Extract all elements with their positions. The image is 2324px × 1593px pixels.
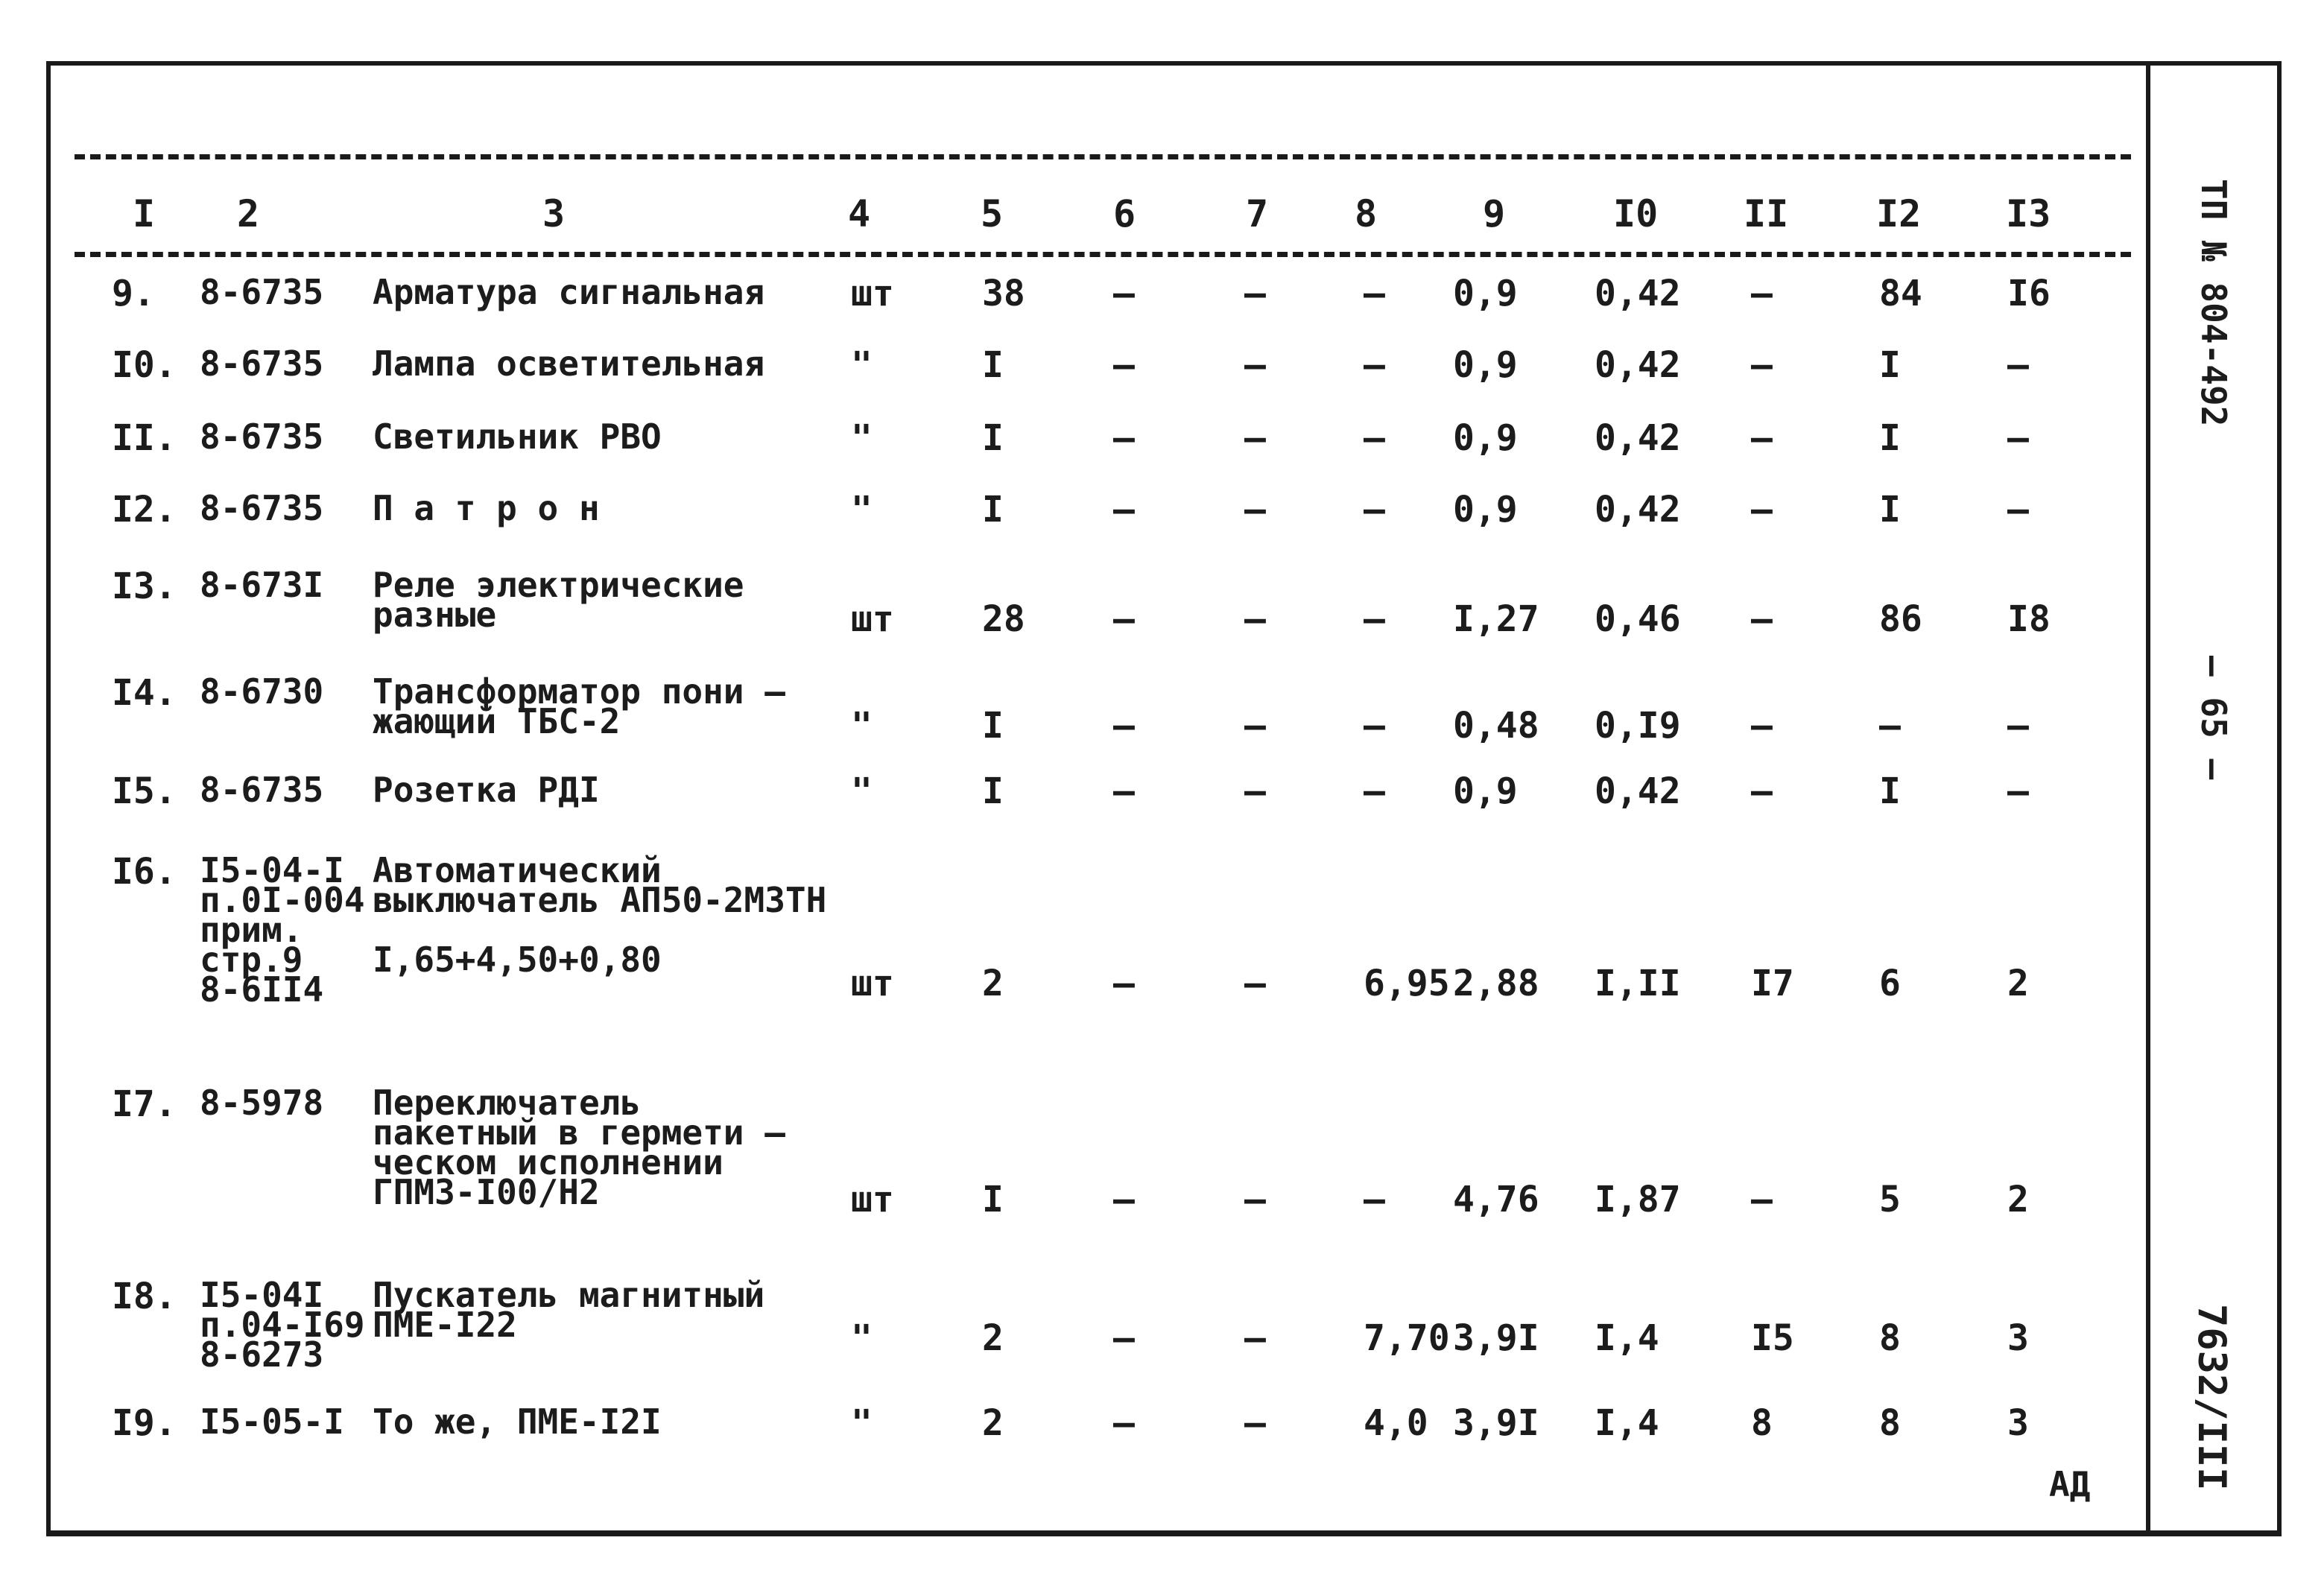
cell-c7: –: [1244, 1179, 1266, 1220]
cell-c9: 3,9I: [1453, 1317, 1539, 1359]
cell-c10: I,87: [1595, 1179, 1681, 1220]
cell-c12: 86: [1879, 598, 1922, 640]
cell-c9: 0,9: [1453, 417, 1518, 459]
cell-name: Лампа осветительная: [373, 343, 765, 384]
cell-c11: –: [1751, 770, 1773, 812]
col-header-13: I3: [2006, 192, 2051, 235]
cell-c5: I: [982, 489, 1004, 531]
cell-c13: 3: [2007, 1402, 2029, 1444]
cell-c11: –: [1751, 344, 1773, 386]
cell-c9: 0,9: [1453, 770, 1518, 812]
cell-c8: –: [1364, 273, 1385, 314]
cell-c7: –: [1244, 489, 1266, 531]
cell-c11: 8: [1751, 1402, 1773, 1444]
cell-c8: –: [1364, 1179, 1385, 1220]
cell-c6: –: [1113, 598, 1135, 640]
cell-c13: I8: [2007, 598, 2051, 640]
cell-c13: –: [2007, 770, 2029, 812]
cell-code: 8-6730: [200, 671, 324, 712]
cell-c11: –: [1751, 417, 1773, 459]
cell-c11: –: [1751, 273, 1773, 314]
cell-unit: шт: [851, 1179, 894, 1220]
cell-c7: –: [1244, 344, 1266, 386]
cell-c9: I,27: [1453, 598, 1539, 640]
cell-name: Пускатель магнитный ПМЕ-I22: [373, 1275, 765, 1345]
cell-c13: –: [2007, 344, 2029, 386]
cell-c7: –: [1244, 598, 1266, 640]
cell-num: I6.: [112, 851, 177, 893]
cell-c10: I,II: [1595, 963, 1681, 1004]
cell-c8: –: [1364, 417, 1385, 459]
cell-c10: 0,42: [1595, 273, 1681, 314]
page-number: – 65 –: [2194, 656, 2234, 780]
cell-c9: 0,48: [1453, 705, 1539, 747]
cell-name: Розетка РДI: [373, 770, 600, 810]
col-header-12: I2: [1876, 192, 1922, 235]
cell-c8: –: [1364, 344, 1385, 386]
cell-c9: 0,9: [1453, 273, 1518, 314]
col-header-6: 6: [1113, 192, 1136, 235]
cell-c12: I: [1879, 489, 1901, 531]
cell-c7: –: [1244, 417, 1266, 459]
cell-c8: –: [1364, 770, 1385, 812]
cell-code: 8-673I: [200, 565, 324, 605]
cell-num: I4.: [112, 672, 177, 714]
cell-c11: I7: [1751, 963, 1794, 1004]
cell-c7: –: [1244, 770, 1266, 812]
cell-c12: I: [1879, 344, 1901, 386]
cell-num: 9.: [112, 273, 155, 314]
cell-unit: ": [851, 770, 873, 812]
cell-c11: –: [1751, 1179, 1773, 1220]
cell-c6: –: [1113, 1402, 1135, 1444]
cell-code: 8-6735: [200, 770, 324, 810]
cell-c6: –: [1113, 770, 1135, 812]
cell-c10: 0,42: [1595, 770, 1681, 812]
cell-c12: –: [1879, 705, 1901, 747]
cell-c5: I: [982, 417, 1004, 459]
cell-c10: I,4: [1595, 1317, 1659, 1359]
col-header-1: I: [133, 192, 156, 235]
cell-code: 8-6735: [200, 417, 324, 457]
cell-c5: 2: [982, 963, 1004, 1004]
stamp-initials: АД: [2049, 1464, 2091, 1504]
cell-c12: 8: [1879, 1317, 1901, 1359]
col-header-3: 3: [542, 192, 566, 235]
cell-name: Реле электрические разные: [373, 565, 744, 635]
cell-c6: –: [1113, 417, 1135, 459]
cell-name: Автоматический выключатель АП50-2МЗТН I,65+4,50+0,80: [373, 850, 827, 980]
cell-code: 8-6735: [200, 272, 324, 312]
cell-c6: –: [1113, 1317, 1135, 1359]
cell-c10: 0,42: [1595, 344, 1681, 386]
cell-unit: шт: [851, 598, 894, 640]
cell-c10: I,4: [1595, 1402, 1659, 1444]
col-header-4: 4: [848, 192, 871, 235]
cell-num: I7.: [112, 1083, 177, 1125]
cell-c7: –: [1244, 963, 1266, 1004]
cell-c8: 4,0: [1364, 1402, 1428, 1444]
header-bottom-rule: [75, 252, 2131, 257]
cell-num: II.: [112, 417, 177, 459]
cell-c7: –: [1244, 1402, 1266, 1444]
cell-c5: 28: [982, 598, 1025, 640]
cell-c13: 3: [2007, 1317, 2029, 1359]
cell-c10: 0,I9: [1595, 705, 1681, 747]
col-header-10: I0: [1613, 192, 1659, 235]
cell-c10: 0,46: [1595, 598, 1681, 640]
cell-code: 8-6735: [200, 488, 324, 528]
cell-c6: –: [1113, 273, 1135, 314]
cell-c12: 84: [1879, 273, 1922, 314]
cell-num: I9.: [112, 1402, 177, 1444]
cell-code: I5-05-I: [200, 1402, 344, 1442]
cell-c5: I: [982, 344, 1004, 386]
cell-c5: I: [982, 770, 1004, 812]
cell-c7: –: [1244, 273, 1266, 314]
cell-c8: –: [1364, 598, 1385, 640]
col-header-5: 5: [981, 192, 1004, 235]
cell-c8: –: [1364, 489, 1385, 531]
cell-code: I5-04-I п.0I-004 прим. стр.9 8-6II4: [200, 850, 365, 1010]
cell-c13: –: [2007, 417, 2029, 459]
cell-unit: ": [851, 489, 873, 531]
cell-c10: 0,42: [1595, 417, 1681, 459]
header-top-rule: [75, 154, 2131, 159]
cell-c13: 2: [2007, 1179, 2029, 1220]
cell-c10: 0,42: [1595, 489, 1681, 531]
cell-c5: I: [982, 1179, 1004, 1220]
cell-code: 8-6735: [200, 343, 324, 384]
cell-c12: I: [1879, 770, 1901, 812]
cell-num: I5.: [112, 770, 177, 812]
cell-c9: 0,9: [1453, 489, 1518, 531]
cell-c6: –: [1113, 705, 1135, 747]
cell-c6: –: [1113, 489, 1135, 531]
cell-num: I3.: [112, 566, 177, 607]
cell-unit: ": [851, 417, 873, 459]
cell-c11: –: [1751, 705, 1773, 747]
col-header-8: 8: [1355, 192, 1378, 235]
cell-c5: I: [982, 705, 1004, 747]
cell-c11: –: [1751, 598, 1773, 640]
cell-num: I0.: [112, 344, 177, 386]
col-header-2: 2: [237, 192, 260, 235]
cell-code: 8-5978: [200, 1083, 324, 1123]
cell-unit: ": [851, 1402, 873, 1444]
doc-number-label: ТП № 804-492: [2194, 179, 2234, 427]
cell-c12: I: [1879, 417, 1901, 459]
cell-c5: 2: [982, 1317, 1004, 1359]
cell-c8: –: [1364, 705, 1385, 747]
cell-code: I5-04I п.04-I69 8-6273: [200, 1275, 365, 1375]
col-header-9: 9: [1483, 192, 1506, 235]
cell-c12: 8: [1879, 1402, 1901, 1444]
inventory-number: 7632/III: [2189, 1304, 2234, 1491]
cell-c13: –: [2007, 489, 2029, 531]
cell-c8: 7,70: [1364, 1317, 1450, 1359]
cell-c9: 3,9I: [1453, 1402, 1539, 1444]
cell-c6: –: [1113, 963, 1135, 1004]
cell-c7: –: [1244, 1317, 1266, 1359]
cell-unit: ": [851, 1317, 873, 1359]
cell-c11: –: [1751, 489, 1773, 531]
cell-c12: 5: [1879, 1179, 1901, 1220]
cell-c12: 6: [1879, 963, 1901, 1004]
cell-c6: –: [1113, 1179, 1135, 1220]
cell-unit: ": [851, 344, 873, 386]
cell-c9: 0,9: [1453, 344, 1518, 386]
cell-unit: шт: [851, 963, 894, 1004]
cell-c11: I5: [1751, 1317, 1794, 1359]
cell-name: Арматура сигнальная: [373, 272, 765, 312]
cell-c13: –: [2007, 705, 2029, 747]
cell-unit: шт: [851, 273, 894, 314]
cell-c9: 4,76: [1453, 1179, 1539, 1220]
cell-name: То же, ПМЕ-I2I: [373, 1402, 662, 1442]
cell-c9: 2,88: [1453, 963, 1539, 1004]
cell-c8: 6,95: [1364, 963, 1450, 1004]
cell-c13: 2: [2007, 963, 2029, 1004]
cell-unit: ": [851, 705, 873, 747]
cell-c5: 2: [982, 1402, 1004, 1444]
cell-c13: I6: [2007, 273, 2051, 314]
cell-name: Светильник РВО: [373, 417, 662, 457]
cell-c7: –: [1244, 705, 1266, 747]
cell-name: Трансформатор пони – жающий ТБС-2: [373, 671, 785, 741]
cell-c6: –: [1113, 344, 1135, 386]
col-header-7: 7: [1246, 192, 1269, 235]
cell-name: П а т р о н: [373, 488, 600, 528]
cell-num: I2.: [112, 489, 177, 531]
cell-num: I8.: [112, 1276, 177, 1317]
cell-name: Переключатель пакетный в гермети – ческом исполнении ГПМ3-I00/Н2: [373, 1083, 785, 1212]
cell-c5: 38: [982, 273, 1025, 314]
col-header-11: II: [1744, 192, 1789, 235]
